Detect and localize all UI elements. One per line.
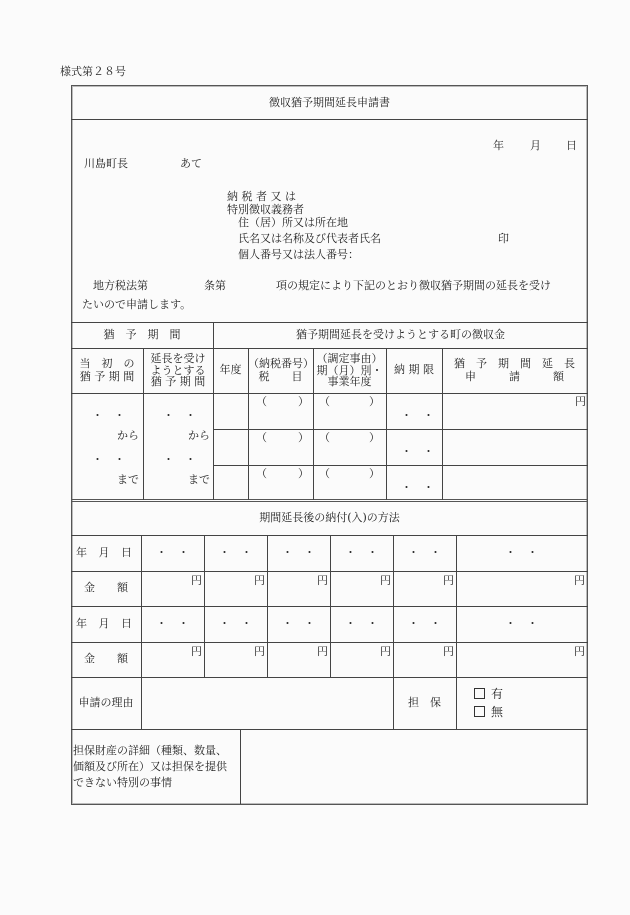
amount-input[interactable] — [443, 430, 586, 463]
payment-date-label-1: 年 月 日 — [76, 545, 136, 559]
payment-date-input[interactable]: ・ ・ — [345, 545, 378, 559]
period-paren-close: ） — [369, 467, 380, 480]
payment-date-input[interactable]: ・ ・ — [219, 545, 252, 559]
header-line: 税 目 — [258, 369, 303, 383]
yen-unit: 円 — [574, 574, 585, 587]
tax-number-paren-open: （ — [256, 395, 267, 408]
payment-date-label-2: 年 月 日 — [76, 616, 136, 630]
payment-amount-input[interactable] — [142, 643, 190, 676]
header-line: （調定事由） — [316, 352, 383, 366]
payment-method-title: 期間延長後の納付(入)の方法 — [259, 511, 400, 525]
tax-number-paren-close: ） — [298, 467, 309, 480]
checkbox-icon[interactable] — [474, 706, 485, 717]
payment-date-input[interactable]: ・ ・ — [408, 616, 441, 630]
yen-unit: 円 — [380, 645, 391, 658]
initial-to-label: まで — [117, 473, 139, 486]
form-number: 様式第２８号 — [60, 65, 126, 78]
date-year-input[interactable] — [443, 136, 489, 152]
tax-item-input[interactable] — [249, 430, 312, 463]
period-paren-open: （ — [319, 431, 330, 444]
payment-amount-input[interactable] — [331, 572, 379, 605]
date-month-input[interactable] — [506, 136, 528, 152]
label-line: できない特別の事情 — [73, 775, 172, 789]
collateral-option-no[interactable] — [474, 706, 503, 718]
name-input[interactable] — [370, 230, 490, 244]
payment-amount-label-2: 金 額 — [84, 652, 128, 666]
yen-unit: 円 — [254, 574, 265, 587]
payment-date-input[interactable]: ・ ・ — [282, 616, 315, 630]
checkbox-icon[interactable] — [474, 688, 485, 699]
addressee-suffix: あて — [180, 157, 202, 170]
period-paren-close: ） — [369, 431, 380, 444]
amount-input[interactable] — [443, 466, 586, 499]
header-line: 期（月）別・ — [316, 363, 383, 377]
header-line: 猶 予 期 間 延 長 — [454, 356, 575, 370]
payment-amount-input[interactable] — [205, 572, 253, 605]
payment-amount-input[interactable] — [457, 643, 573, 676]
period-input[interactable] — [314, 394, 385, 427]
due-date-input[interactable]: ・ ・ — [401, 481, 434, 494]
extended-to-date[interactable]: ・ ・ — [163, 453, 196, 466]
period-input[interactable] — [314, 466, 385, 499]
payment-date-input[interactable]: ・ ・ — [282, 545, 315, 559]
id-number-input[interactable] — [360, 246, 575, 260]
header-line: 延長を受け — [150, 352, 206, 366]
id-number-label: 個人番号又は法人番号： — [238, 248, 359, 261]
payment-amount-input[interactable] — [457, 572, 573, 605]
tax-item-header — [248, 348, 313, 393]
period-input[interactable] — [314, 430, 385, 463]
title-divider — [71, 119, 588, 120]
due-date-input[interactable]: ・ ・ — [401, 445, 434, 458]
payment-date-input[interactable]: ・ ・ — [505, 545, 538, 559]
paragraph-input[interactable] — [230, 277, 274, 291]
header-line: 猶 予 期 間 — [150, 375, 206, 389]
period-paren-close: ） — [369, 395, 380, 408]
yen-unit: 円 — [443, 645, 454, 658]
header-line: （納税番号） — [248, 356, 314, 370]
initial-from-label: から — [117, 429, 139, 442]
deferral-period-header: 猶 予 期 間 — [103, 327, 181, 341]
collateral-option-yes[interactable] — [474, 688, 503, 700]
header-line: 当 初 の — [79, 356, 135, 370]
collateral-details-input[interactable] — [241, 730, 586, 803]
statement-part1: 地方税法第 — [93, 279, 148, 292]
tax-number-paren-open: （ — [256, 467, 267, 480]
option-label: 有 — [491, 687, 504, 701]
amount-header — [442, 348, 587, 393]
header-line: 申 請 額 — [465, 369, 564, 383]
label-line: 価額及び所在）又は担保を提供 — [73, 759, 227, 773]
payment-amount-input[interactable] — [205, 643, 253, 676]
initial-period-header — [71, 348, 143, 393]
tax-number-paren-close: ） — [298, 431, 309, 444]
yen-unit: 円 — [380, 574, 391, 587]
fiscal-year-input[interactable] — [214, 394, 247, 427]
payment-date-input[interactable]: ・ ・ — [219, 616, 252, 630]
yen-unit: 円 — [575, 395, 586, 408]
extended-period-header — [143, 348, 213, 393]
statement-part2: 条第 — [204, 279, 226, 292]
reason-input[interactable] — [142, 678, 392, 728]
option-label: 無 — [491, 705, 504, 719]
payment-amount-input[interactable] — [394, 572, 442, 605]
initial-to-date[interactable]: ・ ・ — [92, 453, 125, 466]
period-paren-open: （ — [319, 467, 330, 480]
applicant-role-line2: 特別徴収義務者 — [227, 203, 304, 216]
applicant-role-line1: 納 税 者 又 は — [227, 190, 296, 203]
header-line: ようとする — [150, 363, 206, 377]
payment-amount-input[interactable] — [268, 643, 316, 676]
payment-date-input[interactable]: ・ ・ — [156, 616, 189, 630]
fiscal-year-header: 年度 — [219, 363, 242, 377]
tax-due-header: 猶予期間延長を受けようとする町の徴収金 — [296, 327, 505, 341]
payment-amount-input[interactable] — [394, 643, 442, 676]
address-label: 住（居）所又は所在地 — [238, 216, 348, 229]
fiscal-year-input[interactable] — [214, 430, 247, 463]
yen-unit: 円 — [254, 645, 265, 658]
payment-date-input[interactable]: ・ ・ — [345, 616, 378, 630]
date-day-input[interactable] — [544, 136, 564, 152]
addressee-name: 川島町長 — [84, 157, 128, 170]
fiscal-year-input[interactable] — [214, 466, 247, 499]
collateral-label: 担 保 — [408, 695, 441, 709]
header-line: 猶 予 期 間 — [79, 369, 135, 383]
extended-from-label: から — [188, 429, 210, 442]
period-header — [313, 348, 386, 393]
initial-from-date[interactable]: ・ ・ — [92, 409, 125, 422]
yen-unit: 円 — [443, 574, 454, 587]
payment-date-input[interactable]: ・ ・ — [505, 616, 538, 630]
date-day-label: 日 — [566, 139, 577, 152]
header-line: 事業年度 — [327, 375, 372, 389]
tax-number-paren-close: ） — [298, 395, 309, 408]
statement-part4: たいので申請します。 — [82, 298, 192, 311]
extended-from-date[interactable]: ・ ・ — [163, 409, 196, 422]
seal-mark: 印 — [498, 232, 509, 245]
name-label: 氏名又は名称及び代表者氏名 — [238, 232, 381, 245]
date-month-label: 月 — [530, 139, 541, 152]
address-input[interactable] — [360, 214, 575, 228]
statement-part3: 項の規定により下記のとおり徴収猶予期間の延長を受け — [276, 279, 551, 292]
extended-to-label: まで — [188, 473, 210, 486]
payment-date-input[interactable]: ・ ・ — [156, 545, 189, 559]
form-title: 徴収猶予期間延長申請書 — [269, 96, 390, 109]
yen-unit: 円 — [317, 645, 328, 658]
collateral-details-label — [73, 743, 241, 791]
payment-amount-input[interactable] — [268, 572, 316, 605]
payment-date-input[interactable]: ・ ・ — [408, 545, 441, 559]
due-date-header: 納 期 限 — [394, 363, 434, 377]
amount-input[interactable] — [443, 394, 586, 427]
yen-unit: 円 — [191, 574, 202, 587]
tax-number-paren-open: （ — [256, 431, 267, 444]
payment-amount-label-1: 金 額 — [84, 581, 128, 595]
tax-item-input[interactable] — [249, 394, 312, 427]
yen-unit: 円 — [317, 574, 328, 587]
reason-label: 申請の理由 — [78, 695, 134, 709]
date-year-label: 年 — [493, 139, 504, 152]
due-date-input[interactable]: ・ ・ — [401, 409, 434, 422]
period-paren-open: （ — [319, 395, 330, 408]
payment-amount-input[interactable] — [142, 572, 190, 605]
article-input[interactable] — [150, 277, 200, 291]
payment-amount-input[interactable] — [331, 643, 379, 676]
tax-item-input[interactable] — [249, 466, 312, 499]
label-line: 担保財産の詳細（種類、数量、 — [73, 744, 227, 757]
yen-unit: 円 — [574, 645, 585, 658]
yen-unit: 円 — [191, 645, 202, 658]
